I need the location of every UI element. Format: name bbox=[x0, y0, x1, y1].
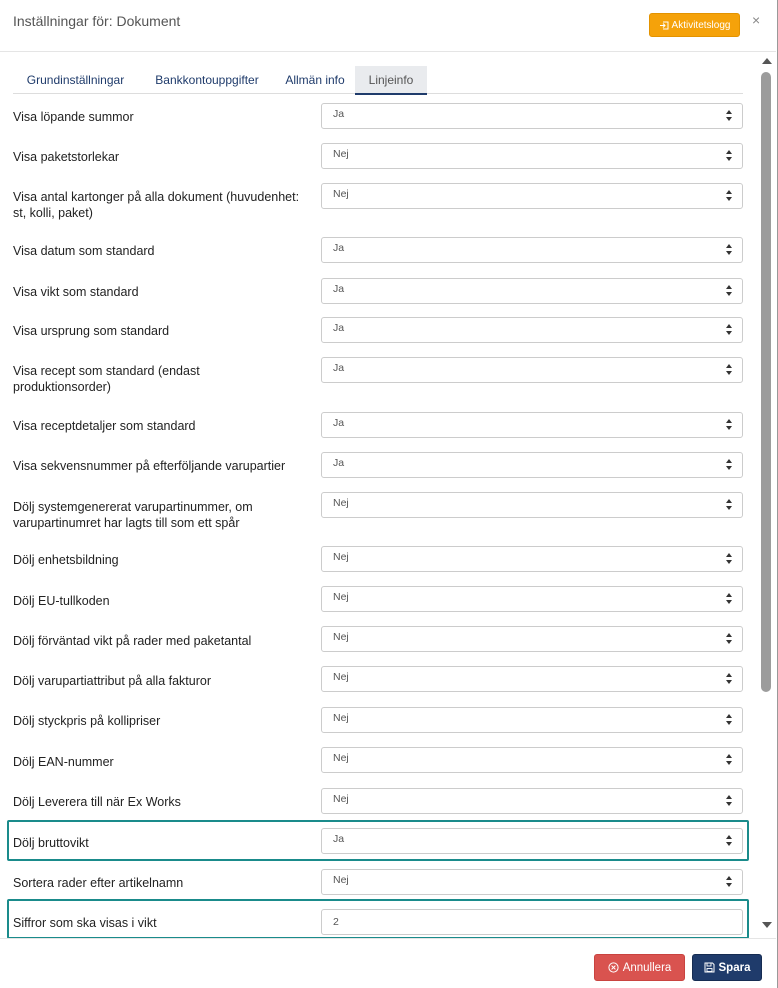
select-value: Nej bbox=[333, 551, 349, 563]
select-caret-icon bbox=[726, 419, 733, 431]
select-caret-icon bbox=[726, 835, 733, 847]
dialog-header bbox=[0, 0, 776, 52]
select-caret-icon bbox=[726, 553, 733, 565]
save-disk-icon bbox=[704, 962, 715, 973]
setting-label: Dölj Leverera till när Ex Works bbox=[13, 795, 181, 809]
setting-select[interactable] bbox=[321, 357, 743, 383]
dialog-title: Inställningar för: Dokument bbox=[13, 13, 181, 29]
setting-label: Dölj EAN-nummer bbox=[13, 755, 114, 769]
select-caret-icon bbox=[726, 150, 733, 162]
select-caret-icon bbox=[726, 459, 733, 471]
setting-label: Visa datum som standard bbox=[13, 244, 155, 258]
activity-log-button[interactable] bbox=[649, 13, 740, 37]
select-caret-icon bbox=[726, 499, 733, 511]
activity-log-label: Aktivitetslogg bbox=[671, 19, 731, 31]
setting-label: Visa sekvensnummer på efterföljande varupartier bbox=[13, 459, 286, 473]
tab-bankkontouppgifter[interactable]: Bankkontouppgifter bbox=[155, 72, 259, 87]
setting-label: Visa antal kartonger på alla dokument (huvudenhet: st, kolli, paket) bbox=[13, 190, 300, 220]
select-value: Ja bbox=[333, 242, 345, 254]
setting-label: Visa vikt som standard bbox=[13, 285, 139, 299]
select-value: Nej bbox=[333, 793, 349, 805]
tab-linjeinfo[interactable]: Linjeinfo bbox=[355, 66, 427, 95]
scroll-down-icon[interactable] bbox=[762, 922, 772, 928]
select-caret-icon bbox=[726, 324, 733, 336]
setting-label: Visa paketstorlekar bbox=[13, 150, 120, 164]
select-caret-icon bbox=[726, 633, 733, 645]
close-icon[interactable]: × bbox=[752, 12, 761, 28]
select-value: Ja bbox=[333, 417, 345, 429]
select-caret-icon bbox=[726, 190, 733, 202]
setting-label: Dölj enhetsbildning bbox=[13, 553, 119, 567]
log-in-icon bbox=[659, 21, 669, 30]
select-caret-icon bbox=[726, 795, 733, 807]
select-caret-icon bbox=[726, 714, 733, 726]
setting-select[interactable] bbox=[321, 666, 743, 692]
setting-label: Dölj varupartiattribut på alla fakturor bbox=[13, 674, 212, 688]
weight-decimals-input[interactable] bbox=[321, 909, 743, 935]
scroll-up-icon[interactable] bbox=[762, 58, 772, 64]
setting-select[interactable] bbox=[321, 707, 743, 733]
select-value: Nej bbox=[333, 591, 349, 603]
setting-select[interactable] bbox=[321, 103, 743, 129]
setting-select[interactable] bbox=[321, 586, 743, 612]
select-caret-icon bbox=[726, 754, 733, 766]
setting-select[interactable] bbox=[321, 747, 743, 773]
scrollbar-thumb[interactable] bbox=[761, 72, 771, 692]
cancel-circle-icon bbox=[608, 962, 619, 973]
select-value: Nej bbox=[333, 631, 349, 643]
select-caret-icon bbox=[726, 285, 733, 297]
setting-select[interactable] bbox=[321, 828, 743, 854]
setting-select[interactable] bbox=[321, 183, 743, 209]
dialog-footer bbox=[0, 938, 776, 988]
cancel-button[interactable] bbox=[594, 954, 685, 981]
select-caret-icon bbox=[726, 364, 733, 376]
setting-select[interactable] bbox=[321, 452, 743, 478]
select-value: Nej bbox=[333, 148, 349, 160]
select-value: Nej bbox=[333, 188, 349, 200]
setting-label: Visa löpande summor bbox=[13, 110, 134, 124]
setting-select[interactable] bbox=[321, 412, 743, 438]
select-caret-icon bbox=[726, 876, 733, 888]
select-value: Nej bbox=[333, 874, 349, 886]
select-caret-icon bbox=[726, 244, 733, 256]
tab-allman-info[interactable]: Allmän info bbox=[285, 72, 345, 87]
select-caret-icon bbox=[726, 673, 733, 685]
save-label: Spara bbox=[718, 961, 751, 974]
setting-select[interactable] bbox=[321, 492, 743, 518]
select-value: Ja bbox=[333, 833, 345, 845]
save-button[interactable] bbox=[692, 954, 762, 981]
setting-label: Dölj styckpris på kollipriser bbox=[13, 714, 161, 728]
setting-select[interactable] bbox=[321, 626, 743, 652]
scrollbar[interactable] bbox=[759, 56, 774, 936]
select-value: Nej bbox=[333, 497, 349, 509]
setting-label: Visa ursprung som standard bbox=[13, 324, 170, 338]
setting-label: Sortera rader efter artikelnamn bbox=[13, 876, 184, 890]
setting-select[interactable] bbox=[321, 546, 743, 572]
tab-bar bbox=[13, 66, 743, 94]
select-caret-icon bbox=[726, 110, 733, 122]
select-value: Nej bbox=[333, 752, 349, 764]
setting-label: Visa recept som standard (endast produktionsorder) bbox=[13, 364, 200, 394]
setting-select[interactable] bbox=[321, 869, 743, 895]
select-caret-icon bbox=[726, 593, 733, 605]
select-value: Ja bbox=[333, 457, 345, 469]
tab-grundinstallningar[interactable]: Grundinställningar bbox=[26, 72, 125, 87]
cancel-label: Annullera bbox=[622, 961, 672, 974]
select-value: Ja bbox=[333, 322, 345, 334]
setting-select[interactable] bbox=[321, 278, 743, 304]
select-value: Nej bbox=[333, 712, 349, 724]
select-value: Ja bbox=[333, 108, 345, 120]
select-value: Ja bbox=[333, 283, 345, 295]
setting-select[interactable] bbox=[321, 143, 743, 169]
setting-label: Dölj EU-tullkoden bbox=[13, 594, 110, 608]
setting-select[interactable] bbox=[321, 788, 743, 814]
setting-select[interactable] bbox=[321, 317, 743, 343]
setting-label: Siffror som ska visas i vikt bbox=[13, 916, 157, 930]
select-value: Nej bbox=[333, 671, 349, 683]
select-value: Ja bbox=[333, 362, 345, 374]
setting-label: Visa receptdetaljer som standard bbox=[13, 419, 196, 433]
setting-label: Dölj förväntad vikt på rader med paketantal bbox=[13, 634, 252, 648]
setting-label: Dölj bruttovikt bbox=[13, 836, 89, 850]
setting-label: Dölj systemgenererat varupartinummer, om varupartinumret har lagts till som ett spår bbox=[13, 500, 253, 530]
setting-select[interactable] bbox=[321, 237, 743, 263]
